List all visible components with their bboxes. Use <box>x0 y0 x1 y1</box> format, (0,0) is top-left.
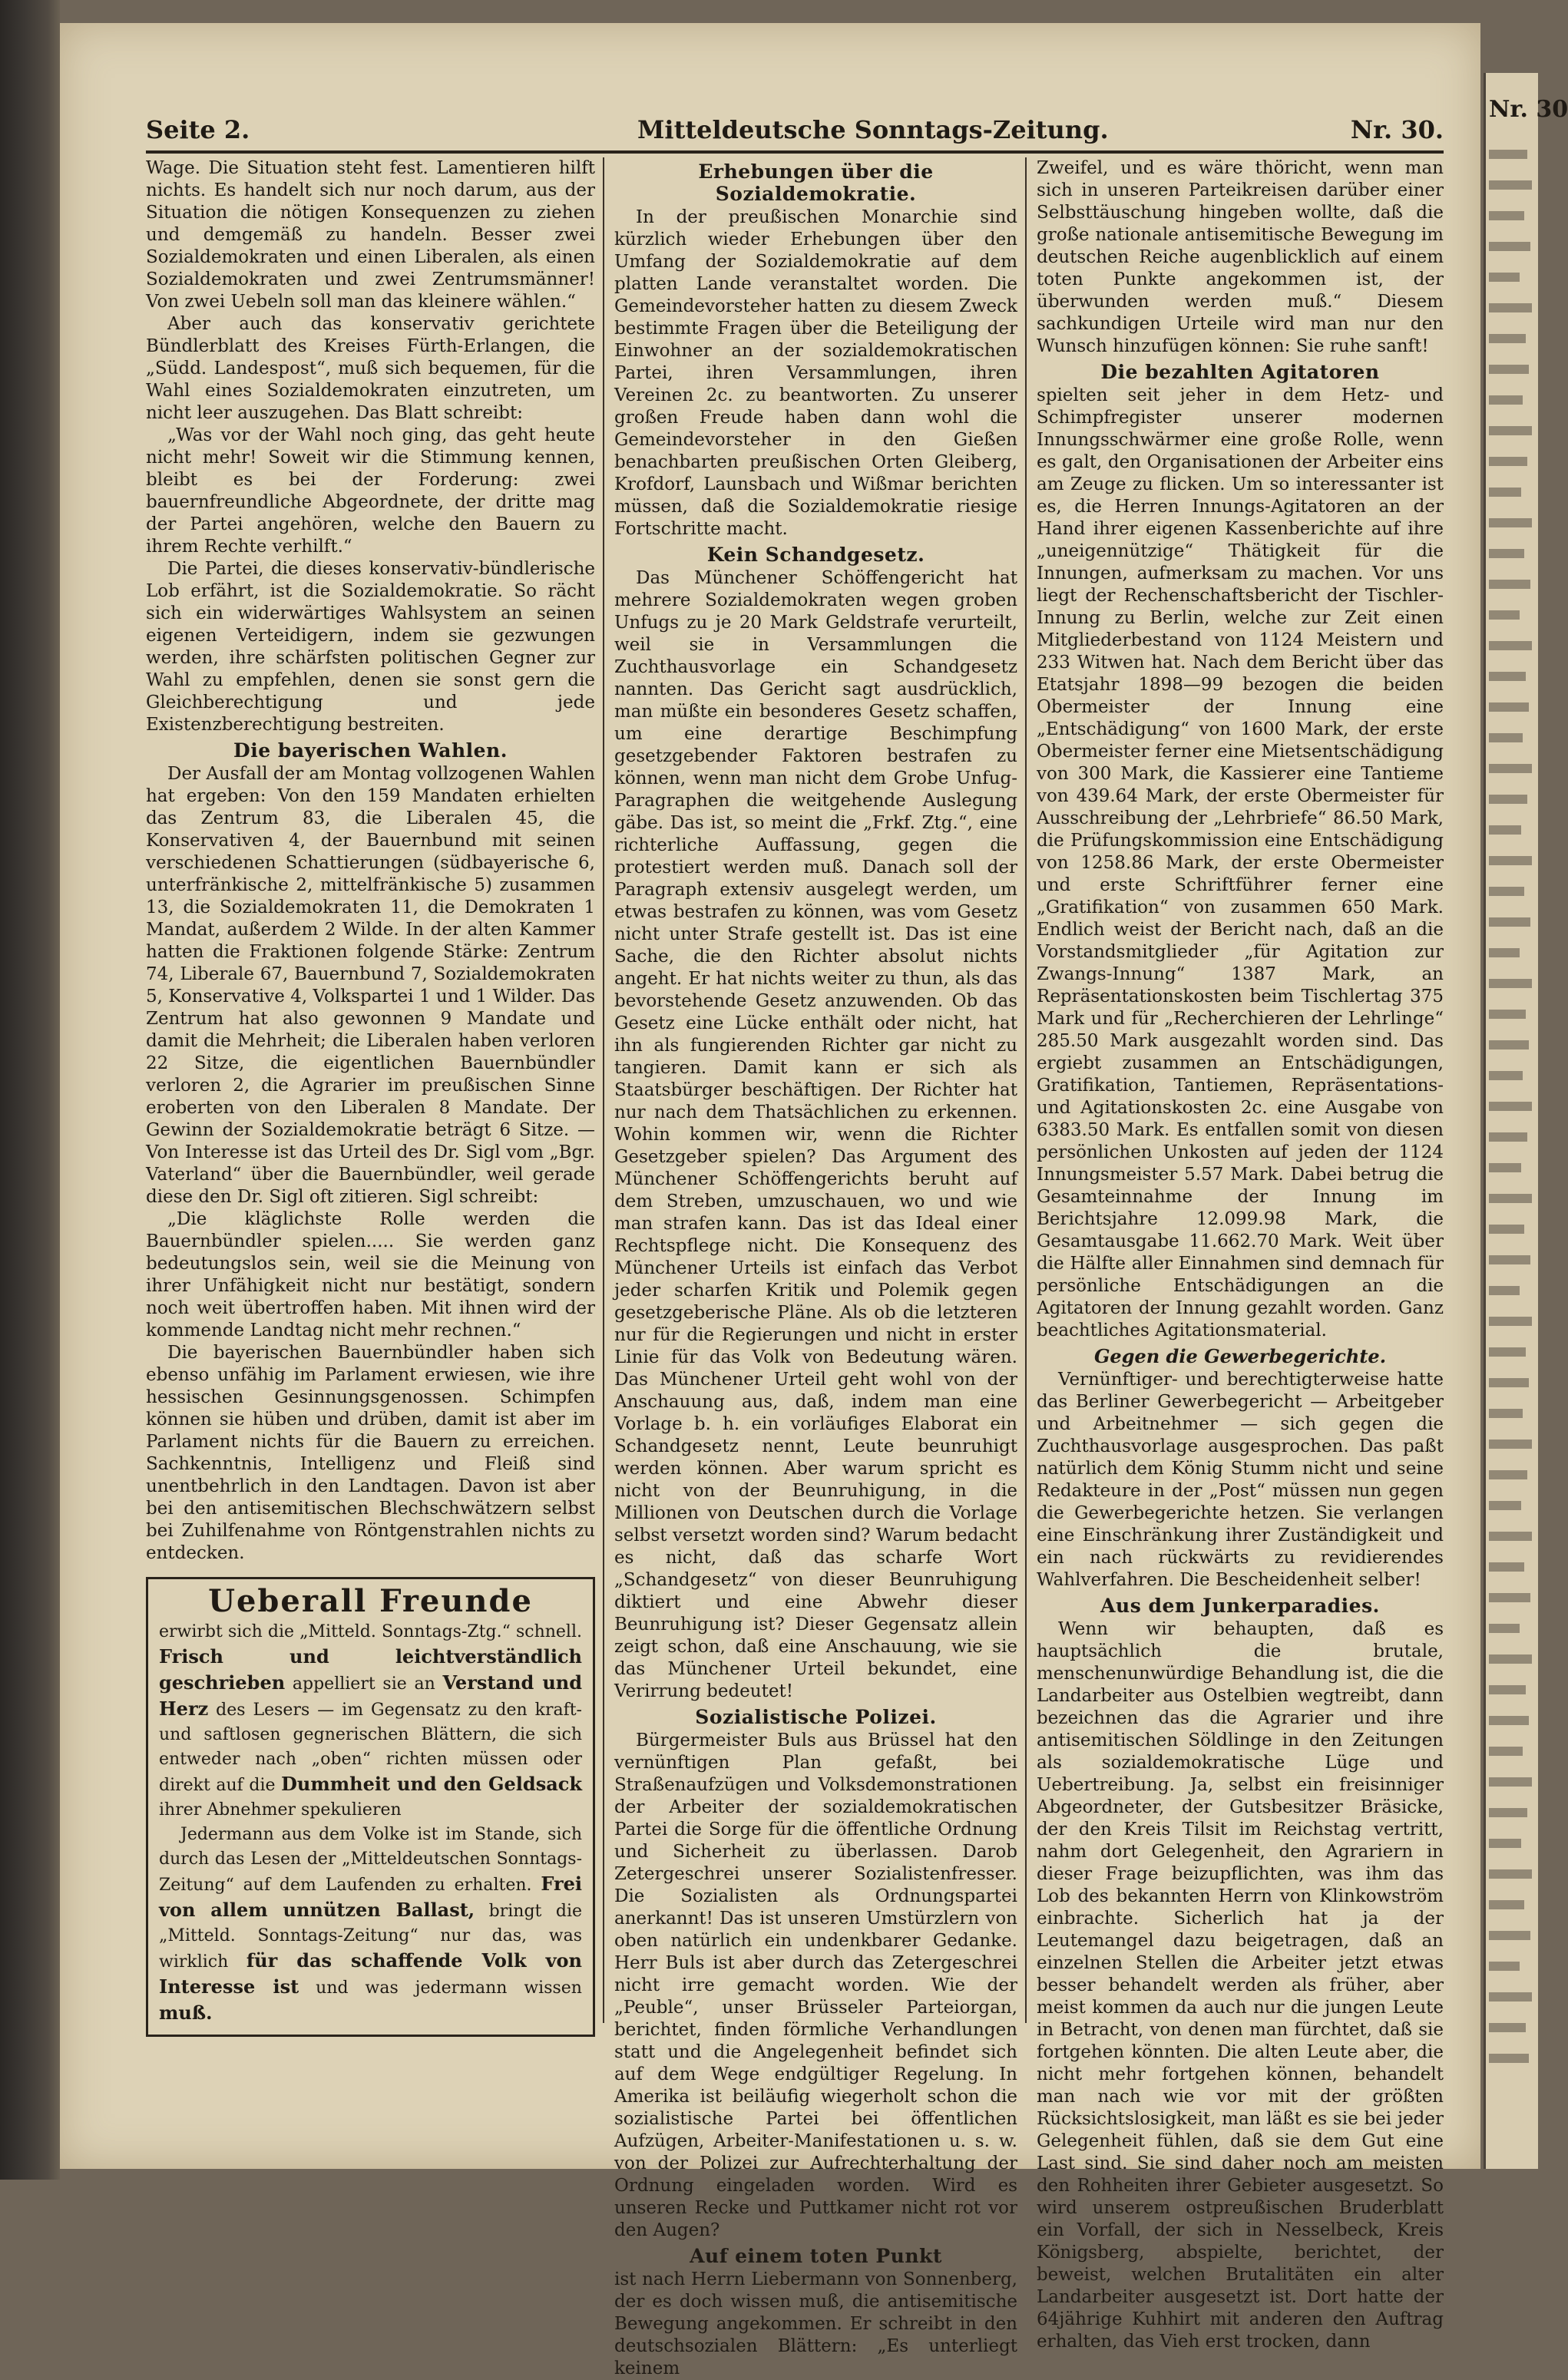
column-divider <box>603 157 604 2023</box>
quote: „Die kläglichste Rolle werden die Bauernbündler spielen..... Sie werden ganz bedeutungslos sein, weil sie die Meinung von ihrer Unfähigkeit nicht nur bestätigt, sondern noch weit übertroffen haben. Mit ihnen wird der kommende Landtag nicht mehr rechnen.“ <box>146 1209 595 1340</box>
paragraph: Das Münchener Schöffengericht hat mehrere Sozialdemokraten wegen groben Unfugs zu je 20 Mark Geldstrafe verurteilt, weil sie in Versammlungen die Zuchthausvorlage ein Schandgesetz nannten. Das Gericht sagt ausdrücklich, man müßte ein besonderes Gesetz schaffen, um eine derartige Beschimpfung gesetzgebender Faktoren bestrafen zu können, wenn man nicht dem Grobe Unfug-Paragraphen die weitgehende Auslegung gäbe. Das ist, so meint die „Frkf. Ztg.“, eine richterliche Auffassung, gegen die protestiert werden muß. Danach soll der Paragraph extensiv ausgelegt werden, um etwas bestrafen zu können, was vom Gesetz nicht unter Strafe gestellt ist. Das ist eine Sache, die den Richter absolut nichts angeht. Er hat nichts weiter zu thun, als das bevorstehende Gesetz anzuwenden. Ob das Gesetz eine Lücke enthält oder nicht, hat ihn als fungierenden Richter gar nicht zu tangieren. Damit kann er sich als Staatsbürger beschäftigen. Der Richter hat nur nach dem Thatsächlichen zu erkennen. Wohin kommen wir, wenn die Richter Gesetzgeber spielen? Das Argument des Münchener Schöffengerichts beruht auf dem Streben, umzuschauen, wo und wie man strafen kann. Das ist das Ideal einer Rechtspflege nicht. Die Konsequenz des Münchener Urteils ist einfach das Verbot jeder scharfen Kritik und Polemik gegen gesetzgeberische Pläne. Als ob die letzteren nur für die Regierungen und nicht in erster Linie für das Volk von Bedeutung wären. Das Münchener Urteil geht wohl von der Anschauung aus, daß, indem man eine Vorlage b. h. ein vorläufiges Elaborat ein Schandgesetz nennt, Leute beunruhigt werden können. Aber warum spricht es nicht von der Beunruhigung, in die Millionen von Deutschen durch die Vorlage selbst versetzt worden sind? Warum bedacht es nicht, daß das scharfe Wort „Schandgesetz“ von dieser Beunruhigung diktiert und eine Abwehr dieser Beunruhigung ist? Dieser Gegensatz allein zeigt schon, daß eine Anschauung, wie sie das Münchener Urteil bekundet, eine Verirrung bedeutet! <box>614 568 1017 1701</box>
page-header <box>146 115 1444 155</box>
section-heading: Erhebungen über die Sozialdemokratie. <box>698 160 934 205</box>
section-heading: Sozialistische Polizei. <box>695 1706 937 1728</box>
section-heading: Auf einem toten Punkt <box>690 2245 942 2267</box>
paragraph: Wenn wir behaupten, daß es hauptsächlich die brutale, menschenunwürdige Behandlung ist, die die Landarbeiter aus Ostelbien wegtreibt, dann bezeichnen das die Agrarier und ihre antisemitischen Söldlinge in den Zeitungen als sozialdemokratische Lüge und Uebertreibung. Ja, selbst ein freisinniger Abgeordneter, der Gutsbesitzer Bräsicke, der den Kreis Tilsit im Reichstag vertritt, nahm dort Gelegenheit, den Agrariern in dieser Frage beizupflichten, was ihm das Lob des bekannten Herrn von Klinkowström einbrachte. Sicherlich hat ja der Leutemangel dazu beigetragen, daß an einzelnen Stellen die Arbeiter jetzt etwas besser behandelt werden als früher, aber meist kommen da auch nur die jungen Leute in Betracht, von denen man fürchtet, daß sie fortgehen könnten. Die alten Leute aber, die nicht mehr fortgehen können, behandelt man nach wie vor mit der größten Rücksichtslosigkeit, man läßt es sie bei jeder Gelegenheit fühlen, daß sie dem Gut eine Last sind. Sie sind daher noch am meisten den Rohheiten ihrer Gebieter ausgesetzt. So wird unserem ostpreußischen Bruderblatt ein Vorfall, der sich in Nesselbeck, Kreis Königsberg, abspielte, berichtet, der beweist, welchen Brutalitäten ein alter Landarbeiter ausgesetzt ist. Dort hatte der 64jährige Kuhhirt mit anderen den Auftrag erhalten, das Vieh erst trocken, dann <box>1037 1619 1444 2352</box>
advertisement-box <box>146 1577 595 2037</box>
paragraph: Aber auch das konservativ gerichtete Bündlerblatt des Kreises Fürth-Erlangen, die „Südd. Landespost“, muß sich bequemen, für die Wahl eines Sozialdemokraten einzutreten, um nicht leer auszugehen. Das Blatt schreibt: <box>146 314 595 423</box>
adjacent-page-edge <box>1484 73 1568 2169</box>
paragraph: Die bayerischen Bauernbündler haben sich ebenso unfähig im Parlament erwiesen, wie ihre hessischen Gesinnungsgenossen. Schimpfen können sie hüben und drüben, damit ist aber im Parlament nichts für die Bauern zu erreichen. Sachkenntnis, Intelligenz und Fleiß sind unentbehrlich in den Landtagen. Davon ist aber bei den antisemitischen Blechschwätzern selbst bei Zuhilfenahme von Röntgenstrahlen nichts zu entdecken. <box>146 1343 595 1563</box>
ad-text: erwirbt sich die „Mitteld. Sonntags-Ztg.“ schnell. Frisch und leichtverständlich geschrieben appelliert sie an Verstand und Herz des Lesers — im Gegensatz zu den kraft- und saftlosen gegnerischen Blättern, die sich entweder nach „oben“ richten müssen oder direkt auf die Dummheit und den Geldsack ihrer Abnehmer spekulieren <box>159 1622 583 1820</box>
paragraph: spielten seit jeher in dem Hetz- und Schimpfregister unserer modernen Innungsschwärmer eine große Rolle, wenn es galt, den Organisationen der Arbeiter eins am Zeuge zu flicken. Um so interessanter ist es, die Herren Innungs-Agitatoren an der Hand ihrer eigenen Kassenberichte auf ihre „uneigennützige“ Thätigkeit für die Innungen, aufmerksam zu machen. Vor uns liegt der Rechenschaftsbericht der Tischler-Innung zu Berlin, welche zur Zeit einen Mitgliederbestand von 1124 Meistern und 233 Witwen hat. Nach dem Bericht über das Etatsjahr 1898—99 bezogen die beiden Obermeister der Innung eine „Entschädigung“ von 1600 Mark, der erste Obermeister ferner eine Mietsentschädigung von 300 Mark, die Kassierer eine Tantieme von 439.64 Mark, der erste Obermeister für Ausschreibung der „Lehrbriefe“ 86.50 Mark, die Prüfungskommission eine Entschädigung von 1258.86 Mark, der erste Obermeister und erste Schriftführer ferner eine „Gratifikation“ von zusammen 650 Mark. Endlich weist der Bericht nach, daß an die Vorstandsmitglieder „für Agitation zur Zwangs-Innung“ 1387 Mark, an Repräsentationskosten beim Tischlertag 375 Mark und für „Recherchieren der Lehrlinge“ 285.50 Mark ausgezahlt worden sind. Das ergiebt zusammen an Entschädigungen, Gratifikation, Tantiemen, Repräsentations- und Agitationskosten 2c. eine Ausgabe von 6383.50 Mark. Es entfallen somit von diesen persönlichen Unkosten auf jeden der 1124 Innungsmeister 5.57 Mark. Dabei betrug die Gesamteinnahme der Innung im Berichtsjahre 12.099.98 Mark, die Gesamtausgabe 11.662.70 Mark. Weit über die Hälfte aller Einnahmen sind demnach für persönliche Entschädigungen an die Agitatoren der Innung gezahlt worden. Ganz beachtliches Agitationsmaterial. <box>1037 385 1444 1340</box>
newspaper-title: Mitteldeutsche Sonntags-Zeitung. <box>637 115 1109 144</box>
adjacent-page-header: Nr. 30 <box>1489 96 1568 123</box>
column-3 <box>1037 157 1444 2353</box>
paragraph: Wage. Die Situation steht fest. Lamentieren hilft nichts. Es handelt sich nur noch darum, aus der Situation die nötigen Konsequenzen zu ziehen und demgemäß zu handeln. Besser zwei Sozialdemokraten und einen Liberalen, als einen Sozialdemokraten und zwei Zentrumsmänner! Von zwei Uebeln soll man das kleinere wählen.“ <box>146 158 595 312</box>
section-heading: Die bezahlten Agitatoren <box>1100 361 1380 383</box>
column-1 <box>146 157 595 2037</box>
column-divider <box>1025 157 1027 2023</box>
section-heading: Die bayerischen Wahlen. <box>233 739 508 762</box>
section-heading: Gegen die Gewerbegerichte. <box>1093 1345 1387 1367</box>
paragraph: Zweifel, und es wäre thöricht, wenn man sich in unseren Parteikreisen darüber einer Selbsttäuschung hingeben wollte, daß die große nationale antisemitische Bewegung im deutschen Reiche augenblicklich auf einem toten Punkte angekommen ist, der überwunden werden muß.“ Diesem sachkundigen Urteile wird man nur den Wunsch hinzufügen können: Sie ruhe sanft! <box>1037 158 1444 356</box>
paragraph: Die Partei, die dieses konservativ-bündlerische Lob erfährt, ist die Sozialdemokratie. So rächt sich ein widerwärtiges Wahlsystem an seinen eigenen Verteidigern, indem sie gezwungen werden, ihre schärfsten politischen Gegner zur Wahl zu empfehlen, denen sie sonst gern die Gleichberechtigung und jede Existenzberechtigung bestreiten. <box>146 559 595 735</box>
section-heading: Kein Schandgesetz. <box>706 544 925 566</box>
paragraph: Der Ausfall der am Montag vollzogenen Wahlen hat ergeben: Von den 159 Mandaten erhielten das Zentrum 83, die Liberalen 45, die Konservativen 4, der Bauernbund mit seinen verschiedenen Schattierungen (südbayerische 6, unterfränkische 2, mittelfränkische 5) zusammen 13, die Sozialdemokraten 11, die Demokraten 1 Mandat, außerdem 2 Wilde. In der alten Kammer hatten die Fraktionen folgende Stärke: Zentrum 74, Liberale 67, Bauernbund 7, Sozialdemokraten 5, Konservative 4, Volkspartei 1 und 1 Wilder. Das Zentrum hat also gewonnen 9 Mandate und damit die Mehrheit; die Liberalen haben verloren 22 Sitze, die eigentlichen Bauernbündler verloren 2, die Agrarier im preußischen Sinne eroberten von den Liberalen 8 Mandate. Der Gewinn der Sozialdemokratie beträgt 6 Sitze. — Von Interesse ist das Urteil des Dr. Sigl vom „Bgr. Vaterland“ über die Bauernbündler, weil gerade diese den Dr. Sigl oft zitieren. Sigl schreibt: <box>146 764 595 1207</box>
ad-text: Jedermann aus dem Volke ist im Stande, sich durch das Lesen der „Mitteldeutschen Sonntags-Zeitung“ auf dem Laufenden zu erhalten. Frei von allem unnützen Ballast, bringt die „Mitteld. Sonntags-Zeitung“ nur das, was wirklich für das schaffende Volk von Interesse ist und was jedermann wissen muß. <box>159 1825 582 2024</box>
section-heading: Aus dem Junkerparadies. <box>1100 1595 1380 1617</box>
ad-title: Ueberall Freunde <box>208 1583 533 1619</box>
paragraph: In der preußischen Monarchie sind kürzlich wieder Erhebungen über den Umfang der Sozialdemokratie auf dem platten Lande veranstaltet worden. Die Gemeindevorsteher hatten zu diesem Zweck bestimmte Fragen über die Beteiligung der Einwohner an der sozialdemokratischen Partei, ihren Versammlungen, ihren Vereinen 2c. zu beantworten. Zu unserer großen Freude haben dann wohl die Gemeindevorsteher in den Gießen benachbarten preußischen Orten Gleiberg, Krofdorf, Launsbach und Wißmar berichten müssen, daß die Sozialdemokratie riesige Fortschritte macht. <box>614 207 1017 539</box>
paragraph: Vernünftiger- und berechtigterweise hatte das Berliner Gewerbegericht — Arbeitgeber und Arbeitnehmer — sich gegen die Zuchthausvorlage ausgesprochen. Das paßt natürlich dem König Stumm nicht und seine Redakteure in der „Post“ müssen nun gegen die Gewerbegerichte hetzen. Sie verlangen eine Einschränkung ihrer Zuständigkeit und ein nach rückwärts zu revidierendes Wahlverfahren. Die Bescheidenheit selber! <box>1037 1370 1444 1590</box>
quote: „Was vor der Wahl noch ging, das geht heute nicht mehr! Soweit wir die Stimmung kennen, bleibt es bei der Forderung: zwei bauernfreundliche Abgeordnete, der dritte mag der Partei angehören, welche den Bauern zu ihrem Rechte verhilft.“ <box>146 425 595 557</box>
issue-number: Nr. 30. <box>1350 115 1444 144</box>
paragraph: Bürgermeister Buls aus Brüssel hat den vernünftigen Plan gefaßt, bei Straßenaufzügen und Volksdemonstrationen der Arbeiter der sozialdemokratischen Partei die Sorge für die öffentliche Ordnung und Sicherheit zu überlassen. Darob Zetergeschrei unserer Sozialistenfresser. Die Sozialisten als Ordnungspartei anerkannt! Das ist unseren Umstürzlern von oben natürlich ein undenkbarer Gedanke. Herr Buls ist aber durch das Zetergeschrei nicht irre gemacht worden. Wie der „Peuble“, unser Brüsseler Parteiorgan, berichtet, finden förmliche Verhandlungen statt und die Angelegenheit befindet sich auf dem Wege endgültiger Regelung. In Amerika ist beiläufig wiegerholt schon die sozialistische Partei bei öffentlichen Aufzügen, Arbeiter-Manifestationen u. s. w. von der Polizei zur Aufrechterhaltung der Ordnung eingeladen worden. Wird es unseren Recke und Puttkamer nicht rot vor den Augen? <box>614 1730 1017 2240</box>
column-2 <box>614 157 1017 2380</box>
book-spine <box>0 0 60 2180</box>
page-number: Seite 2. <box>146 115 250 144</box>
paragraph: ist nach Herrn Liebermann von Sonnenberg, der es doch wissen muß, die antisemitische Bewegung angekommen. Er schreibt in den deutschsozialen Blättern: „Es unterliegt keinem <box>614 2269 1017 2378</box>
header-rule <box>146 150 1444 154</box>
